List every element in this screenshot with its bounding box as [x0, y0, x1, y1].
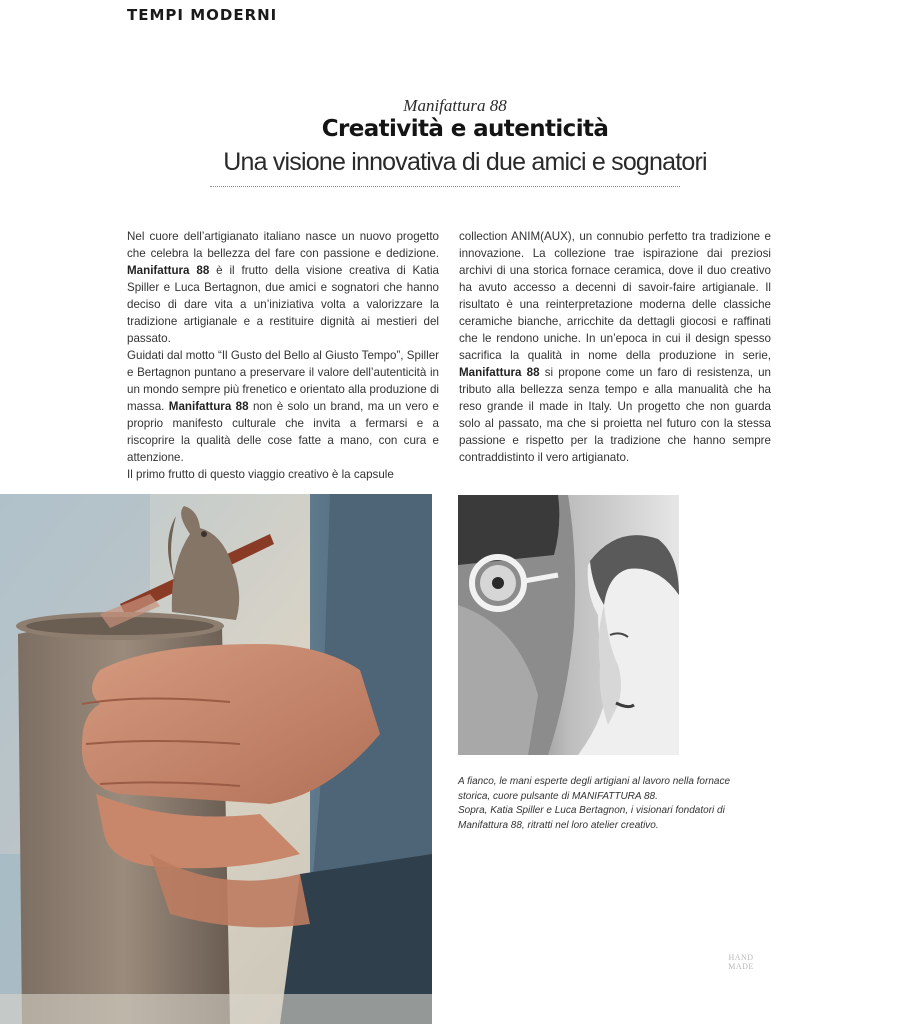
- artisan-photo-illustration: [0, 494, 432, 1024]
- text-run: Nel cuore dell’artigianato italiano nasce un nuovo progetto che celebra la bellezza del fare con passione e dedizione.: [127, 230, 439, 260]
- brand-mention: Manifattura 88: [168, 400, 249, 413]
- photo-founders-portrait: [458, 495, 679, 755]
- brand-name: Manifattura 88: [403, 96, 507, 115]
- text-run: collection ANIM(AUX), un connubio perfetto tra tradizione e innovazione. La collezione trae ispirazione dai preziosi archivi di una storica fornace ceramica, dove il duo creativo ha avuto accesso a decenni di savoir-faire artigianale. Il risultato è una reinterpretazione moderna delle classiche ceramiche bianche, arricchite da dettagli giocosi e raffinati che le rendono uniche. In un’epoca in cui il design spesso sacrifica la qualità in nome della produzione in serie,: [459, 230, 771, 362]
- brand-mention: Manifattura 88: [127, 264, 210, 277]
- dotted-divider: [210, 186, 680, 187]
- watermark-line: HAND: [728, 953, 754, 962]
- text-run: Guidati dal motto “Il Gusto del Bello al Giusto Tempo”, Spiller e Bertagnon puntano a preservare il valore dell’autenticità in un mondo sempre più frenetico e orientato alla produzione di massa.: [127, 349, 439, 413]
- paragraph: Il primo frutto di questo viaggio creativo è la capsule: [127, 468, 394, 481]
- section-label: TEMPI MODERNI: [127, 6, 278, 24]
- watermark-line: MADE: [728, 962, 754, 971]
- paragraph: [459, 228, 771, 466]
- paragraph: [127, 228, 439, 347]
- photo-caption: [458, 775, 758, 833]
- body-column-right: [459, 228, 771, 466]
- article-title: Creatività e autenticità: [321, 116, 609, 142]
- article-subtitle: Una visione innovativa di due amici e sognatori: [223, 148, 707, 176]
- handmade-watermark-logo: [724, 953, 758, 971]
- paragraph: [127, 347, 439, 466]
- photo-artisan-hands: [0, 494, 432, 1024]
- brand-mention: Manifattura 88: [459, 366, 540, 379]
- text-run: non è solo un brand, ma un vero e proprio manifesto culturale che invita a fermarsi e a riscoprire la qualità delle cose fatte a mano, con cura e attenzione.: [127, 400, 439, 464]
- caption-line: A fianco, le mani esperte degli artigiani al lavoro nella fornace storica, cuore pulsante di MANIFATTURA 88.: [458, 776, 731, 802]
- text-run: si propone come un faro di resistenza, un tributo alla bellezza senza tempo e alla manualità che ha reso grande il made in Italy. Un progetto che non guarda solo al passato, ma che si proietta nel futuro con la stessa passione e rispetto per la tradizione che hanno sempre contraddistinto il vero artigianato.: [459, 366, 771, 464]
- body-column-left: [127, 228, 439, 483]
- text-run: è il frutto della visione creativa di Katia Spiller e Luca Bertagnon, due amici e sognatori che hanno deciso di dare vita a un’iniziativa volta a valorizzare la tradizione artigianale e a restituire dignità ai mestieri del passato.: [127, 264, 439, 345]
- founders-photo-illustration: [458, 495, 679, 755]
- caption-line: Sopra, Katia Spiller e Luca Bertagnon, i visionari fondatori di Manifattura 88, ritratti nel loro atelier creativo.: [458, 805, 725, 831]
